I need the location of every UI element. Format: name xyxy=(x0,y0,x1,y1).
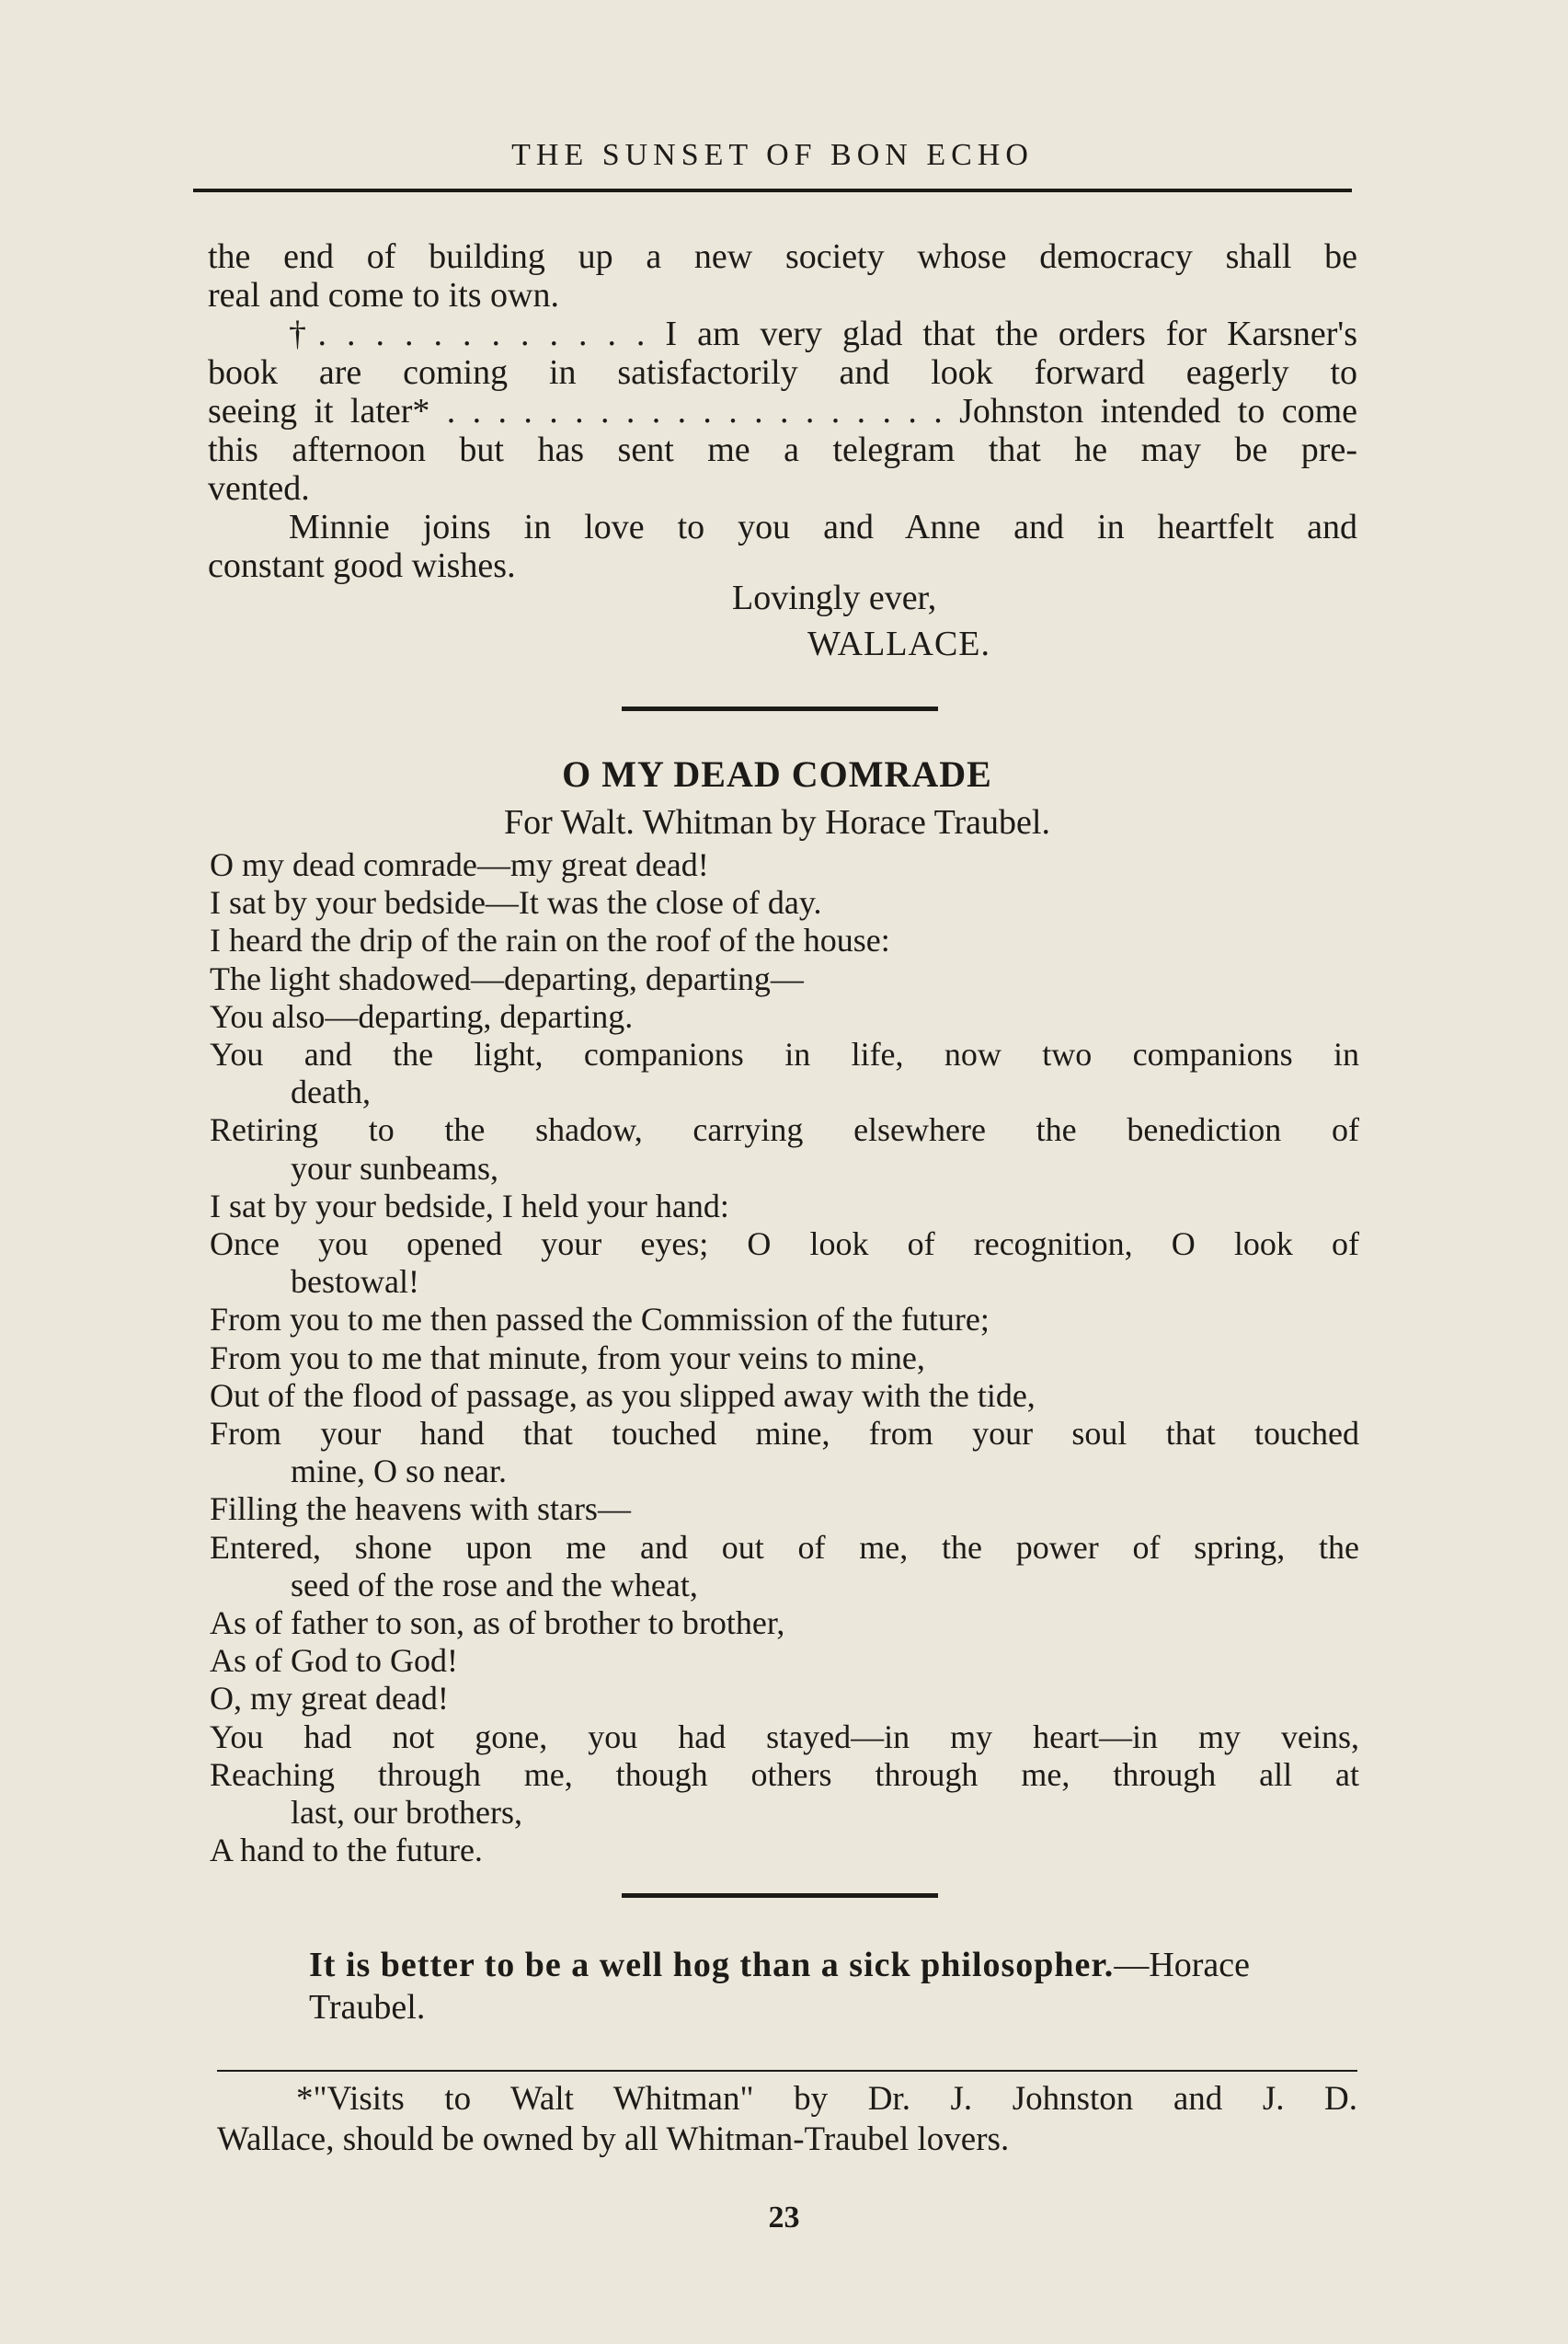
letter-line: seeing it later* . . . . . . . . . . . . . . . . . . . . Johnston intended to come xyxy=(208,392,1357,431)
letter-line: book are coming in satisfactorily and look forward eagerly to xyxy=(208,353,1357,392)
poem-line: You also—departing, departing. xyxy=(210,997,634,1035)
poem-title: O MY DEAD COMRADE xyxy=(562,753,992,795)
poem-line: O, my great dead! xyxy=(210,1680,449,1718)
poem-line: As of God to God! xyxy=(210,1642,458,1680)
poem-line: seed of the rose and the wheat, xyxy=(291,1566,698,1603)
poem-line: your sunbeams, xyxy=(291,1149,498,1187)
section-divider xyxy=(622,707,938,711)
poem-line: death, xyxy=(291,1074,371,1111)
letter-closing: Lovingly ever, xyxy=(732,579,937,617)
quote-text: It is better to be a well hog than a sick philosopher. xyxy=(309,1946,1115,1984)
poem-line: O my dead comrade—my great dead! xyxy=(210,846,709,883)
poem-line: I heard the drip of the rain on the roof of the house: xyxy=(210,922,890,959)
footnote-rule xyxy=(217,2070,1357,2072)
running-head: THE SUNSET OF BON ECHO xyxy=(511,138,1034,172)
poem-line: Retiring to the shadow, carrying elsewhere the benediction of xyxy=(210,1111,1359,1149)
poem-line: Filling the heavens with stars— xyxy=(210,1490,631,1528)
poem-line: The light shadowed—departing, departing— xyxy=(210,959,804,997)
poem-line: mine, O so near. xyxy=(291,1453,507,1490)
letter-line: real and come to its own. xyxy=(208,276,560,315)
poem-line: From you to me that minute, from your veins to mine, xyxy=(210,1339,925,1376)
poem-line: Reaching through me, though others through me, through all at xyxy=(210,1755,1359,1793)
poem-line: From your hand that touched mine, from your soul that touched xyxy=(210,1415,1359,1453)
letter-line: this afternoon but has sent me a telegram that he may be pre- xyxy=(208,431,1357,469)
poem-line: Once you opened your eyes; O look of recognition, O look of xyxy=(210,1225,1359,1263)
poem-subtitle: For Walt. Whitman by Horace Traubel. xyxy=(504,803,1050,842)
poem-line: I sat by your bedside, I held your hand: xyxy=(210,1187,729,1224)
quote-attribution: —Horace Traubel. xyxy=(309,1946,1251,2027)
poem-line: bestowal! xyxy=(291,1263,419,1301)
letter-line: vented. xyxy=(208,469,310,508)
letter-text xyxy=(208,237,1357,585)
poem-line: Entered, shone upon me and out of me, the power of spring, the xyxy=(210,1528,1359,1566)
letter-line: the end of building up a new society whose democracy shall be xyxy=(208,237,1357,276)
poem-line: Out of the flood of passage, as you slipped away with the tide, xyxy=(210,1376,1036,1414)
footnote xyxy=(217,2079,1357,2160)
poem-line: A hand to the future. xyxy=(210,1832,483,1869)
poem-line: You had not gone, you had stayed—in my heart—in my veins, xyxy=(210,1718,1359,1755)
page-number: 23 xyxy=(768,2200,800,2235)
poem-line: From you to me then passed the Commission of the future; xyxy=(210,1301,990,1339)
poem-line: As of father to son, as of brother to brother, xyxy=(210,1604,785,1642)
footnote-line: *"Visits to Walt Whitman" by Dr. J. Johnston and J. D. xyxy=(296,2080,1357,2118)
poem-line: You and the light, companions in life, now two companions in xyxy=(210,1036,1359,1074)
section-divider xyxy=(622,1893,938,1898)
header-rule xyxy=(193,189,1352,192)
letter-line: constant good wishes. xyxy=(208,546,516,585)
poem-line: I sat by your bedside—It was the close of day. xyxy=(210,884,822,922)
letter-line: †. . . . . . . . . . . . I am very glad that the orders for Karsner's xyxy=(289,315,1357,353)
letter-signature: WALLACE. xyxy=(807,625,991,663)
quotation xyxy=(309,1944,1275,2028)
letter-line: Minnie joins in love to you and Anne and in heartfelt and xyxy=(289,508,1357,546)
footnote-line: Wallace, should be owned by all Whitman-Traubel lovers. xyxy=(217,2120,1010,2158)
poem-line: last, our brothers, xyxy=(291,1794,522,1832)
poem-body xyxy=(210,846,1359,1869)
